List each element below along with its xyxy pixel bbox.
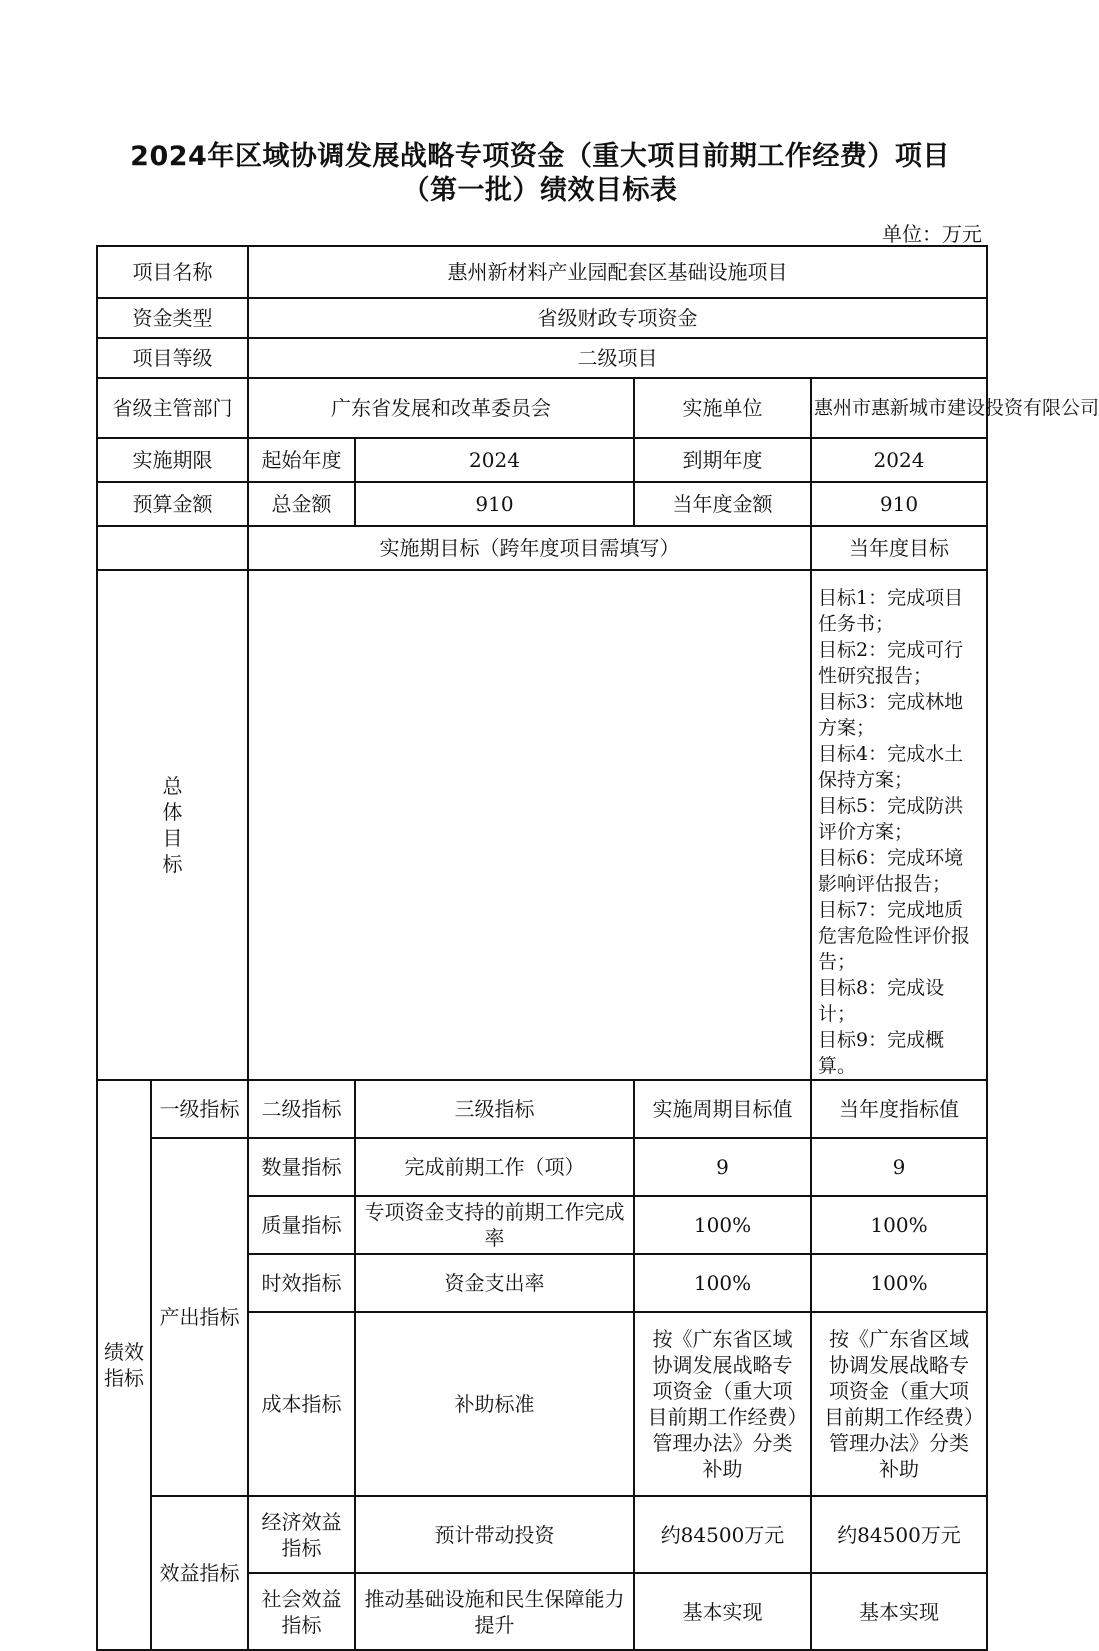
impl-period-goal-header: 实施期目标（跨年度项目需填写） (248, 526, 811, 570)
year-value-cell: 按《广东省区域协调发展战略专项资金（重大项目前期工作经费）管理办法》分类补助 (811, 1312, 987, 1496)
fund-type-label: 资金类型 (97, 298, 248, 338)
period-value-cell: 基本实现 (634, 1573, 811, 1650)
dept-value: 广东省发展和改革委员会 (248, 378, 634, 438)
end-year-value: 2024 (811, 438, 987, 482)
goal-item: 目标2：完成可行性研究报告； (818, 639, 964, 687)
project-level-label: 项目等级 (97, 338, 248, 378)
year-value-cell: 100% (811, 1254, 987, 1312)
col-level3-header: 三级指标 (355, 1080, 634, 1138)
goal-item: 目标8：完成设计； (818, 977, 945, 1025)
current-amount-value: 910 (811, 482, 987, 526)
period-value-cell: 100% (634, 1196, 811, 1254)
document-title (0, 140, 1080, 208)
dept-label: 省级主管部门 (97, 378, 248, 438)
start-year-label: 起始年度 (248, 438, 355, 482)
end-year-label: 到期年度 (634, 438, 811, 482)
project-name-label: 项目名称 (97, 246, 248, 298)
year-value-cell: 基本实现 (811, 1573, 987, 1650)
level3-cell: 专项资金支持的前期工作完成率 (355, 1196, 634, 1254)
impl-unit-label: 实施单位 (634, 378, 811, 438)
goal-item: 目标9：完成概算。 (818, 1029, 945, 1077)
level3-cell: 推动基础设施和民生保障能力提升 (355, 1573, 634, 1650)
level3-cell: 预计带动投资 (355, 1496, 634, 1573)
level3-cell: 资金支出率 (355, 1254, 634, 1312)
overall-goal-label (97, 570, 248, 1080)
impl-period-goal-content (248, 570, 811, 1080)
level3-cell: 完成前期工作（项） (355, 1138, 634, 1196)
performance-table (96, 245, 1099, 1651)
goal-item: 目标7：完成地质危害危险性评价报告； (818, 899, 971, 973)
col-level1-header: 一级指标 (151, 1080, 248, 1138)
period-value-cell: 9 (634, 1138, 811, 1196)
overall-goal-char: 标 (162, 852, 183, 876)
overall-goal-char: 体 (162, 800, 183, 824)
start-year-value: 2024 (355, 438, 634, 482)
budget-label: 预算金额 (97, 482, 248, 526)
overall-goal-char: 目 (162, 826, 183, 850)
current-amount-label: 当年度金额 (634, 482, 811, 526)
goal-item: 目标1：完成项目任务书； (818, 587, 964, 635)
title-line-1: 2024年区域协调发展战略专项资金（重大项目前期工作经费）项目 (130, 141, 950, 172)
goals-corner-cell (97, 526, 248, 570)
col-year-value-header: 当年度指标值 (811, 1080, 987, 1138)
current-year-goal-header: 当年度目标 (811, 526, 987, 570)
level2-cell: 经济效益指标 (248, 1496, 355, 1573)
period-value-cell: 按《广东省区域协调发展战略专项资金（重大项目前期工作经费）管理办法》分类补助 (634, 1312, 811, 1496)
year-value-cell: 9 (811, 1138, 987, 1196)
level3-cell: 补助标准 (355, 1312, 634, 1496)
period-label: 实施期限 (97, 438, 248, 482)
col-period-value-header: 实施周期目标值 (634, 1080, 811, 1138)
goal-item: 目标5：完成防洪评价方案； (818, 795, 964, 843)
unit-label: 单位：万元 (882, 222, 982, 246)
goal-item: 目标3：完成林地方案； (818, 691, 964, 739)
goal-item: 目标4：完成水土保持方案； (818, 743, 964, 791)
impl-unit-value: 惠州市惠新城市建设投资有限公司 (811, 378, 987, 438)
level2-cell: 时效指标 (248, 1254, 355, 1312)
level2-cell: 成本指标 (248, 1312, 355, 1496)
project-name-value: 惠州新材料产业园配套区基础设施项目 (248, 246, 987, 298)
period-value-cell: 约84500万元 (634, 1496, 811, 1573)
total-label: 总金额 (248, 482, 355, 526)
level2-cell: 数量指标 (248, 1138, 355, 1196)
col-level2-header: 二级指标 (248, 1080, 355, 1138)
level2-cell: 社会效益指标 (248, 1573, 355, 1650)
perf-indicator-label: 绩效 指标 (97, 1080, 151, 1650)
benefit-indicator-label: 效益指标 (151, 1496, 248, 1650)
year-value-cell: 约84500万元 (811, 1496, 987, 1573)
total-value: 910 (355, 482, 634, 526)
output-indicator-label: 产出指标 (151, 1138, 248, 1496)
year-value-cell: 100% (811, 1196, 987, 1254)
level2-cell: 质量指标 (248, 1196, 355, 1254)
current-year-goal-content (811, 570, 987, 1080)
period-value-cell: 100% (634, 1254, 811, 1312)
title-line-2: （第一批）绩效目标表 (402, 175, 678, 206)
goal-item: 目标6：完成环境影响评估报告； (818, 847, 964, 895)
project-level-value: 二级项目 (248, 338, 987, 378)
overall-goal-char: 总 (162, 774, 183, 798)
fund-type-value: 省级财政专项资金 (248, 298, 987, 338)
